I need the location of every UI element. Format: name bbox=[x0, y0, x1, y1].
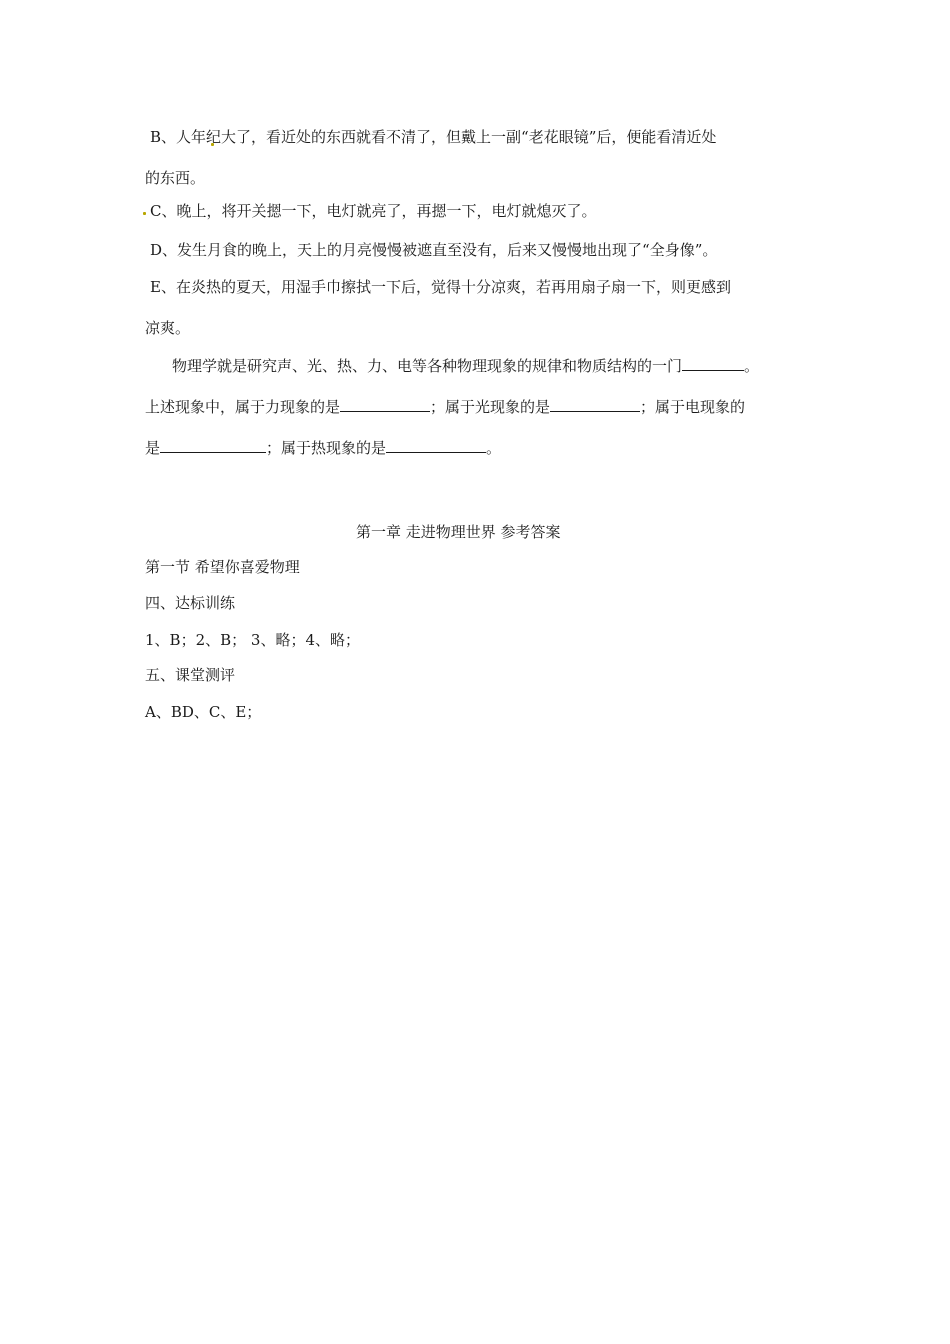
option-b-line2: 的东西。 bbox=[145, 169, 206, 187]
yellow-mark bbox=[143, 212, 146, 215]
part4-title: 四、达标训练 bbox=[145, 594, 236, 612]
stem-text: ；属于电现象的 bbox=[640, 398, 746, 416]
stem-period: 。 bbox=[486, 439, 502, 457]
answer-heading: 第一章 走进物理世界 参考答案 bbox=[356, 523, 561, 541]
option-e-line2: 凉爽。 bbox=[145, 319, 191, 337]
part5-answers: A、BD、C、E； bbox=[145, 703, 262, 721]
answer-blank-heat[interactable] bbox=[386, 437, 486, 453]
stem-text: ；属于光现象的是 bbox=[430, 398, 551, 416]
answer-blank-force[interactable] bbox=[340, 396, 430, 412]
part4-answers: 1、B；2、B； 3、略；4、略； bbox=[145, 631, 360, 649]
stem-text: ；属于热现象的是 bbox=[266, 439, 387, 457]
option-c: C、晚上，将开关摁一下，电灯就亮了，再摁一下，电灯就熄灭了。 bbox=[150, 202, 597, 220]
section-title: 第一节 希望你喜爱物理 bbox=[145, 558, 300, 576]
stem-text: 物理学就是研究声、光、热、力、电等各种物理现象的规律和物质结构的一门 bbox=[172, 357, 683, 375]
stem-text: 上述现象中，属于力现象的是 bbox=[145, 398, 341, 416]
part5-title: 五、课堂测评 bbox=[145, 666, 236, 684]
stem-text: 是 bbox=[145, 439, 161, 457]
answer-blank-electric[interactable] bbox=[160, 437, 266, 453]
option-b-line1: B、人年纪大了，看近处的东西就看不清了，但戴上一副“老花眼镜”后，便能看清近处 bbox=[150, 128, 717, 146]
question-stem-line3 bbox=[145, 437, 501, 458]
answer-blank-light[interactable] bbox=[550, 396, 640, 412]
question-stem-line1 bbox=[172, 355, 759, 376]
option-d: D、发生月食的晚上，天上的月亮慢慢被遮直至没有，后来又慢慢地出现了“全身像”。 bbox=[150, 241, 718, 259]
stem-period: 。 bbox=[744, 357, 760, 375]
option-e-line1: E、在炎热的夏天，用湿手巾擦拭一下后，觉得十分凉爽，若再用扇子扇一下，则更感到 bbox=[150, 278, 731, 296]
question-stem-line2 bbox=[145, 396, 745, 417]
answer-blank[interactable] bbox=[682, 355, 744, 371]
